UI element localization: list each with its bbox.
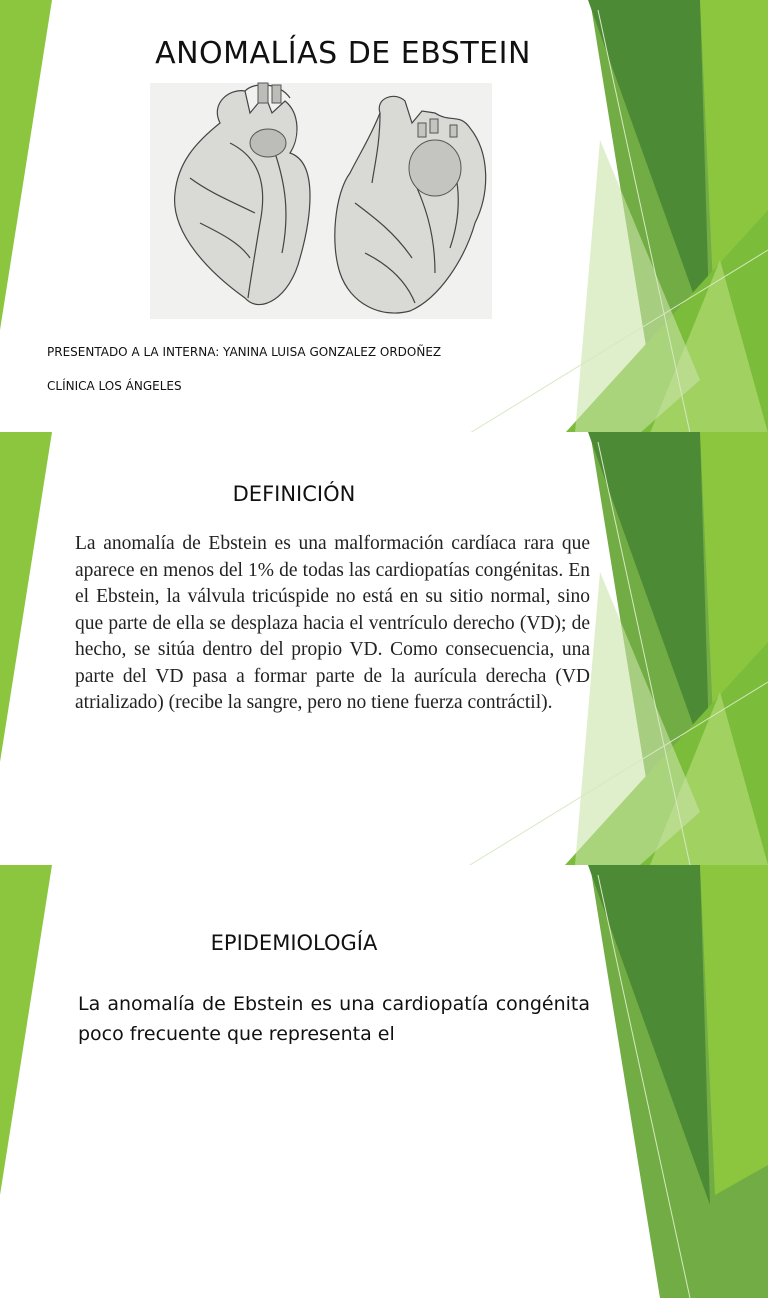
- slide-title: DEFINICIÓN: [232, 482, 356, 506]
- slide-1: [0, 0, 768, 432]
- heart-anatomy-image: [150, 83, 492, 319]
- epidemiology-text: La anomalía de Ebstein es una cardiopatía congénita poco frecuente que representa el: [78, 993, 590, 1045]
- presenter-line: PRESENTADO A LA INTERNA: YANINA LUISA GONZALEZ ORDOÑEZ: [47, 345, 442, 359]
- slide-title: ANOMALÍAS DE EBSTEIN: [155, 36, 531, 71]
- slide-title: EPIDEMIOLOGÍA: [210, 931, 378, 955]
- clinic-line: CLÍNICA LOS ÁNGELES: [47, 379, 182, 393]
- definition-text: La anomalía de Ebstein es una malformación cardíaca rara que aparece en menos del 1% de todas las cardiopatías congénitas. En el Ebstein, la válvula tricúspide no está en su sitio normal, sino que parte de ella se desplaza hacia el ventrículo derecho (VD); de hecho, se sitúa dentro del propio VD. Como consecuencia, una parte del VD pasa a formar parte de la aurícula derecha (VD atrializado) (recibe la sangre, pero no tiene fuerza contráctil).: [75, 533, 590, 713]
- slide-2: [0, 432, 768, 865]
- green-facet-decoration: [0, 865, 768, 1298]
- slide-3: [0, 865, 768, 1045]
